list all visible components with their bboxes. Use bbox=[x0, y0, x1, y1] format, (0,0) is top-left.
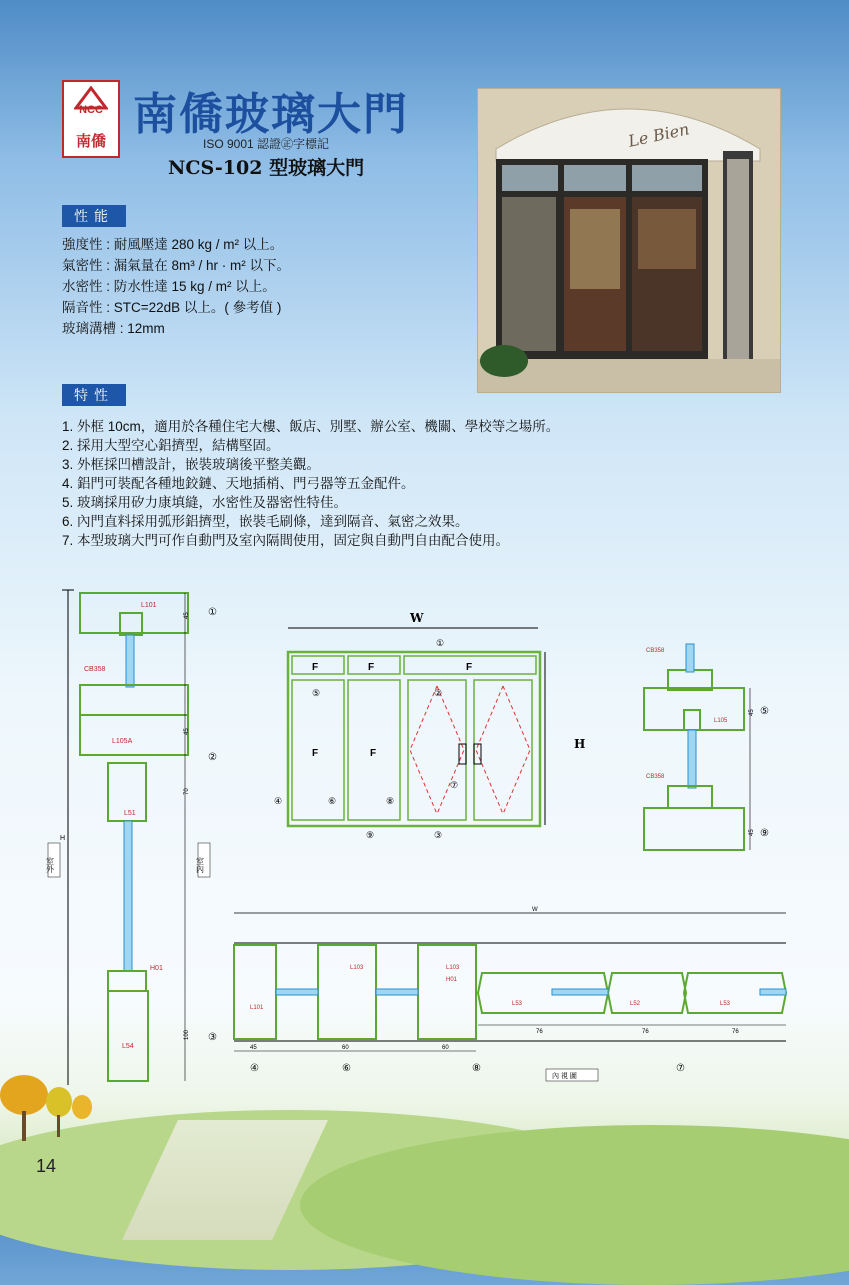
overall-height-mark: H bbox=[60, 835, 66, 842]
feature-line: 4. 鋁門可裝配各種地鉸鏈、天地插梢、門弓器等五金配件。 bbox=[62, 476, 415, 491]
inside-tag: 室內 bbox=[195, 857, 205, 873]
logo-ncc-text: NCC bbox=[79, 104, 103, 116]
marker: ⑥ bbox=[342, 1063, 351, 1074]
marker: ② bbox=[434, 688, 443, 698]
panel-letter: F bbox=[368, 662, 375, 673]
label-l53: L53 bbox=[720, 1001, 731, 1007]
storefront-image bbox=[478, 89, 780, 392]
marker: ⑤ bbox=[760, 706, 769, 717]
marker: ③ bbox=[434, 830, 443, 840]
marker: ① bbox=[208, 607, 217, 618]
width-label: W bbox=[410, 611, 424, 625]
label-cb358: CB358 bbox=[646, 648, 665, 654]
label-l101: L101 bbox=[250, 1005, 264, 1011]
right-section-drawing bbox=[640, 640, 775, 855]
dim-45: 45 bbox=[749, 709, 755, 716]
dim-45: 45 bbox=[749, 829, 755, 836]
panel-letter: F bbox=[312, 748, 319, 759]
property-line: 水密性 : 防水性達 15 kg / m² 以上。 bbox=[62, 279, 276, 294]
label-cb358: CB358 bbox=[646, 774, 665, 780]
dim-45: 45 bbox=[184, 728, 190, 735]
label-l103: L103 bbox=[446, 965, 460, 971]
feature-line: 7. 本型玻璃大門可作自動門及室內隔間使用，固定與自動門自由配合使用。 bbox=[62, 533, 510, 548]
features-list bbox=[62, 417, 559, 550]
page-title: 南僑玻璃大門 bbox=[133, 89, 409, 140]
label-l51: L51 bbox=[124, 810, 136, 817]
height-label: H bbox=[574, 737, 586, 751]
property-line: 強度性 : 耐風壓達 280 kg / m² 以上。 bbox=[62, 237, 284, 252]
marker: ⑨ bbox=[760, 828, 769, 839]
plan-section-drawing bbox=[230, 905, 790, 1085]
inner-view-tag: 內 視 圖 bbox=[552, 1073, 577, 1080]
label-h01: H01 bbox=[150, 965, 163, 972]
dim-60: 60 bbox=[342, 1045, 349, 1051]
marker: ⑧ bbox=[472, 1063, 481, 1074]
property-line: 隔音性 : STC=22dB 以上。( 參考值 ) bbox=[62, 300, 282, 315]
properties-list bbox=[62, 234, 290, 339]
sign-text: Le Bien bbox=[626, 119, 691, 151]
dim-45: 45 bbox=[184, 612, 190, 619]
panel-letter: F bbox=[370, 748, 377, 759]
feature-line: 3. 外框採凹槽設計，嵌裝玻璃後平整美觀。 bbox=[62, 457, 321, 472]
property-line: 氣密性 : 漏氣量在 8m³ / hr · m² 以下。 bbox=[62, 258, 290, 273]
vertical-section-drawing bbox=[40, 585, 230, 1090]
label-l103: L103 bbox=[350, 965, 364, 971]
label-l53: L53 bbox=[512, 1001, 523, 1007]
outside-tag: 室外 bbox=[45, 857, 55, 873]
dim-76: 76 bbox=[642, 1029, 649, 1035]
door-photo bbox=[477, 88, 781, 393]
marker: ④ bbox=[274, 796, 283, 806]
plan-width-mark: W bbox=[532, 907, 538, 913]
marker: ⑤ bbox=[312, 688, 321, 698]
feature-line: 1. 外框 10cm，適用於各種住宅大樓、飯店、別墅、辦公室、機關、學校等之場所。 bbox=[62, 419, 560, 434]
marker: ① bbox=[436, 638, 445, 648]
marker: ④ bbox=[250, 1063, 259, 1074]
property-line: 玻璃溝槽 : 12mm bbox=[62, 321, 165, 336]
marker: ② bbox=[208, 752, 217, 763]
feature-line: 6. 內門直料採用弧形鋁擠型，嵌裝毛刷條，達到隔音、氣密之效果。 bbox=[62, 514, 469, 529]
dim-60: 60 bbox=[442, 1045, 449, 1051]
label-l54: L54 bbox=[122, 1043, 134, 1050]
features-label: 特性 bbox=[62, 384, 126, 406]
dim-100: 100 bbox=[184, 1029, 190, 1040]
logo-chinese-text: 南僑 bbox=[75, 132, 106, 150]
label-cb358: CB358 bbox=[84, 666, 106, 673]
properties-label: 性能 bbox=[62, 205, 126, 227]
marker: ⑦ bbox=[676, 1063, 685, 1074]
marker: ⑥ bbox=[328, 796, 337, 806]
dim-76: 76 bbox=[732, 1029, 739, 1035]
feature-line: 2. 採用大型空心鋁擠型，結構堅固。 bbox=[62, 438, 280, 453]
label-l105a: L105A bbox=[112, 738, 133, 745]
marker: ⑧ bbox=[386, 796, 395, 806]
marker: ⑦ bbox=[450, 780, 459, 790]
marker: ⑨ bbox=[366, 830, 375, 840]
page-number: 14 bbox=[36, 1156, 57, 1176]
dim-70: 70 bbox=[184, 788, 190, 795]
panel-letter: F bbox=[466, 662, 473, 673]
iso-certification: ISO 9001 認證㊣字標記 bbox=[203, 137, 330, 151]
elevation-drawing bbox=[270, 610, 590, 845]
marker: ③ bbox=[208, 1032, 217, 1043]
label-l105: L105 bbox=[714, 718, 728, 724]
dim-76: 76 bbox=[536, 1029, 543, 1035]
label-h01: H01 bbox=[446, 977, 458, 983]
feature-line: 5. 玻璃採用矽力康填縫，水密性及器密性特佳。 bbox=[62, 495, 348, 510]
dim-45: 45 bbox=[250, 1045, 257, 1051]
panel-letter: F bbox=[312, 662, 319, 673]
label-l101: L101 bbox=[141, 602, 157, 609]
ncc-logo bbox=[62, 80, 120, 158]
label-l52: L52 bbox=[630, 1001, 641, 1007]
model-name: NCS-102 型玻璃大門 bbox=[168, 157, 365, 179]
